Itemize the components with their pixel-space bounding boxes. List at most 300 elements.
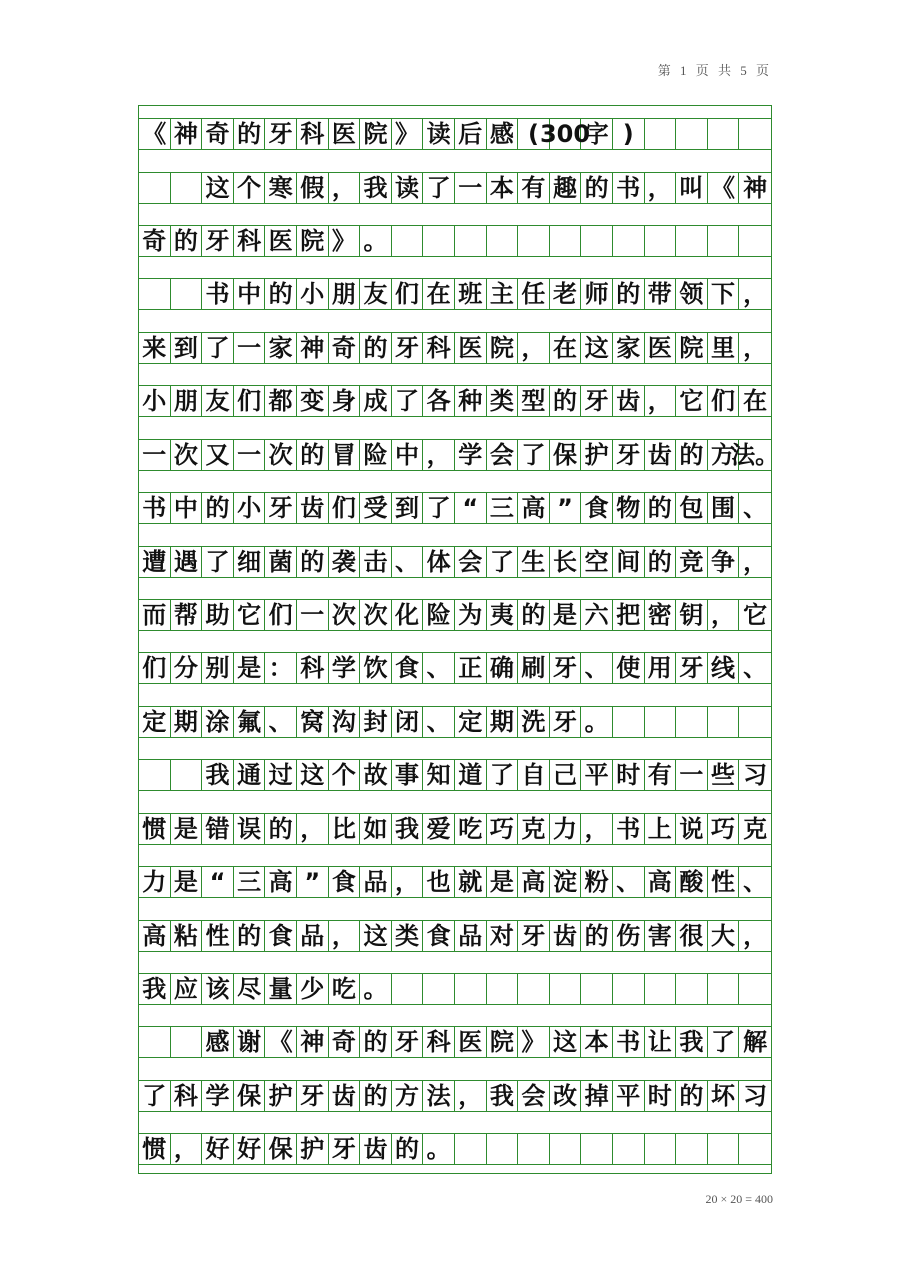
- grid-cell: 这: [297, 760, 329, 790]
- grid-cell: 吃: [455, 814, 487, 844]
- grid-cell: 量: [265, 974, 297, 1004]
- grid-cell: 的: [360, 1027, 392, 1057]
- grid-cell: 寒: [265, 173, 297, 203]
- grid-cell: 争: [708, 547, 740, 577]
- grid-row: [139, 759, 771, 791]
- grid-cell: ，: [743, 280, 768, 308]
- grid-cell: 牙: [202, 226, 234, 256]
- grid-cell: [581, 1134, 613, 1164]
- grid-cell: 了: [487, 760, 519, 790]
- grid-cell: 助: [202, 600, 234, 630]
- grid-cell: 医: [329, 119, 361, 149]
- grid-cell: 解: [743, 1028, 768, 1056]
- grid-row: [139, 546, 771, 578]
- grid-cell: 牙: [297, 1081, 329, 1111]
- grid-cell: 了: [423, 173, 455, 203]
- grid-cell: 都: [265, 386, 297, 416]
- grid-cell: 牙: [265, 493, 297, 523]
- grid-cell: 的: [613, 279, 645, 309]
- grid-cell: 书: [613, 1027, 645, 1057]
- grid-cell: 品: [297, 921, 329, 951]
- grid-cell: 齿: [613, 386, 645, 416]
- grid-cell: 巧: [487, 814, 519, 844]
- grid-cell: 神: [297, 333, 329, 363]
- grid-cell: 们: [392, 279, 424, 309]
- grid-cell: 奇: [202, 119, 234, 149]
- grid-cell: [392, 226, 424, 256]
- grid-cell: 刷: [518, 653, 550, 683]
- grid-cell: 科: [423, 333, 455, 363]
- grid-cell: 中: [171, 493, 203, 523]
- grid-cell: 钥: [676, 600, 708, 630]
- grid-cell: [171, 760, 203, 790]
- grid-cell: 很: [676, 921, 708, 951]
- grid-cell: [676, 707, 708, 737]
- grid-cell: 自: [518, 760, 550, 790]
- grid-cell: 的: [518, 600, 550, 630]
- grid-cell: 身: [329, 386, 361, 416]
- grid-cell: 一: [234, 440, 266, 470]
- grid-cell: 酸: [676, 867, 708, 897]
- grid-cell: 变: [297, 386, 329, 416]
- grid-cell: 字: [581, 119, 613, 149]
- grid-cell: 大: [708, 921, 740, 951]
- grid-cell: 的: [676, 1081, 708, 1111]
- grid-cell: 的: [202, 493, 234, 523]
- grid-cell: [455, 1134, 487, 1164]
- grid-cell: 中: [234, 279, 266, 309]
- grid-row: [139, 973, 771, 1005]
- grid-cell: 成: [360, 386, 392, 416]
- grid-cell: 。: [360, 974, 392, 1004]
- grid-cell: 尽: [234, 974, 266, 1004]
- grid-cell: 巧: [708, 814, 740, 844]
- grid-cell: ，: [518, 333, 550, 363]
- grid-cell: 应: [171, 974, 203, 1004]
- grid-row: [139, 278, 771, 310]
- grid-cell: 六: [581, 600, 613, 630]
- grid-cell: 品: [360, 867, 392, 897]
- grid-cell: 牙: [550, 707, 582, 737]
- grid-cell: [708, 974, 740, 1004]
- grid-cell: [708, 226, 740, 256]
- grid-cell: 这: [360, 921, 392, 951]
- grid-cell: ，: [329, 173, 361, 203]
- grid-cell: 牙: [676, 653, 708, 683]
- grid-cell: 淀: [550, 867, 582, 897]
- grid-row: [139, 599, 771, 631]
- grid-cell: 。: [360, 226, 392, 256]
- grid-cell: 院: [487, 1027, 519, 1057]
- grid-cell: 这: [202, 173, 234, 203]
- grid-cell: 确: [487, 653, 519, 683]
- grid-cell: [708, 707, 740, 737]
- grid-cell: 的: [360, 1081, 392, 1111]
- grid-cell: 班: [455, 279, 487, 309]
- grid-row: [139, 172, 771, 204]
- grid-cell: 牙: [392, 333, 424, 363]
- grid-cell: 类: [392, 921, 424, 951]
- grid-cell: [676, 1134, 708, 1164]
- grid-cell: 带: [645, 279, 677, 309]
- grid-cell: 食: [581, 493, 613, 523]
- grid-cell: 方: [708, 440, 740, 470]
- grid-cell: 保: [265, 1134, 297, 1164]
- grid-cell: [518, 226, 550, 256]
- grid-cell: 的: [297, 440, 329, 470]
- grid-cell: 是: [487, 867, 519, 897]
- grid-cell: 神: [297, 1027, 329, 1057]
- grid-cell: 用: [645, 653, 677, 683]
- grid-cell: 爱: [423, 814, 455, 844]
- grid-cell: [676, 974, 708, 1004]
- grid-cell: 科: [423, 1027, 455, 1057]
- grid-cell: 的: [581, 173, 613, 203]
- grid-cell: 了: [202, 333, 234, 363]
- grid-cell: [139, 1027, 171, 1057]
- grid-cell: 有: [518, 173, 550, 203]
- grid-cell: 的: [392, 1134, 424, 1164]
- grid-cell: [171, 173, 203, 203]
- grid-cell: 错: [202, 814, 234, 844]
- grid-cell: 长: [550, 547, 582, 577]
- grid-cell: [739, 1134, 771, 1164]
- grid-cell: 感: [202, 1027, 234, 1057]
- grid-cell: 的: [645, 493, 677, 523]
- grid-row: [139, 332, 771, 364]
- grid-cell: 到: [171, 333, 203, 363]
- grid-cell: 下: [708, 279, 740, 309]
- grid-cell: 感: [487, 119, 519, 149]
- grid-cell: 种: [455, 386, 487, 416]
- grid-cell: 了: [708, 1027, 740, 1057]
- grid-cell: 我: [202, 760, 234, 790]
- grid-cell: 牙: [550, 653, 582, 683]
- grid-cell: 定: [139, 707, 171, 737]
- grid-cell: [708, 119, 740, 149]
- grid-cell: 粘: [171, 921, 203, 951]
- grid-cell: 别: [202, 653, 234, 683]
- grid-cell: [423, 226, 455, 256]
- grid-cell: 食: [423, 921, 455, 951]
- grid-cell: 它: [234, 600, 266, 630]
- grid-cell: 坏: [708, 1081, 740, 1111]
- grid-cell: 假: [297, 173, 329, 203]
- grid-cell: 《: [265, 1027, 297, 1057]
- grid-cell: [581, 226, 613, 256]
- grid-cell: ): [613, 119, 645, 149]
- grid-cell: 300: [539, 120, 591, 148]
- grid-cell: 沟: [329, 707, 361, 737]
- grid-cell: 》: [518, 1027, 550, 1057]
- grid-cell: 主: [487, 279, 519, 309]
- grid-cell: 各: [423, 386, 455, 416]
- grid-cell: 围: [708, 493, 740, 523]
- grid-cell: 冒: [329, 440, 361, 470]
- grid-cell: [487, 974, 519, 1004]
- grid-cell: 、: [613, 867, 645, 897]
- grid-cell: 小: [234, 493, 266, 523]
- grid-cell: 食: [329, 867, 361, 897]
- grid-cell: 的: [265, 814, 297, 844]
- grid-row: [139, 866, 771, 898]
- grid-cell: 类: [487, 386, 519, 416]
- grid-cell: 性: [202, 921, 234, 951]
- grid-cell: 院: [360, 119, 392, 149]
- grid-cell: 会: [518, 1081, 550, 1111]
- grid-cell: 害: [645, 921, 677, 951]
- grid-cell: 误: [234, 814, 266, 844]
- grid-cell: ，: [329, 921, 361, 951]
- grid-cell: 领: [676, 279, 708, 309]
- grid-cell: 们: [139, 653, 171, 683]
- grid-cell: 、: [743, 868, 768, 896]
- grid-cell: 惯: [139, 814, 171, 844]
- grid-cell: 型: [518, 386, 550, 416]
- grid-cell: 医: [645, 333, 677, 363]
- grid-row: [139, 1133, 771, 1165]
- grid-cell: 次: [171, 440, 203, 470]
- grid-cell: 师: [581, 279, 613, 309]
- grid-cell: 《: [139, 119, 171, 149]
- grid-cell: [550, 1134, 582, 1164]
- grid-total-label: 20 × 20 = 400: [705, 1192, 773, 1206]
- grid-cell: 高: [518, 867, 550, 897]
- grid-cell: [613, 226, 645, 256]
- grid-cell: 己: [550, 760, 582, 790]
- grid-cell: 次: [265, 440, 297, 470]
- grid-cell: [739, 974, 771, 1004]
- grid-cell: 平: [613, 1081, 645, 1111]
- grid-cell: 来: [139, 333, 171, 363]
- grid-cell: [645, 1134, 677, 1164]
- grid-cell: 神: [743, 174, 768, 202]
- grid-cell: 一: [297, 600, 329, 630]
- grid-cell: 帮: [171, 600, 203, 630]
- grid-cell: [645, 707, 677, 737]
- grid-row: [139, 920, 771, 952]
- grid-cell: 窝: [297, 707, 329, 737]
- grid-cell: 院: [487, 333, 519, 363]
- grid-cell: 护: [581, 440, 613, 470]
- grid-row: [139, 118, 771, 150]
- grid-cell: (: [518, 119, 550, 149]
- grid-cell: 时: [613, 760, 645, 790]
- grid-cell: 的: [550, 386, 582, 416]
- grid-cell: 齿: [329, 1081, 361, 1111]
- grid-cell: [613, 1134, 645, 1164]
- grid-cell: 朋: [171, 386, 203, 416]
- grid-cell: 的: [234, 921, 266, 951]
- grid-cell: 家: [265, 333, 297, 363]
- grid-cell: 科: [297, 653, 329, 683]
- grid-cell: [487, 226, 519, 256]
- grid-cell: 力: [550, 814, 582, 844]
- grid-cell: 高: [139, 921, 171, 951]
- grid-cell: 老: [550, 279, 582, 309]
- grid-cell: 物: [613, 493, 645, 523]
- grid-cell: 、: [392, 547, 424, 577]
- grid-cell: [139, 760, 171, 790]
- grid-cell: 袭: [329, 547, 361, 577]
- grid-cell: 克: [743, 815, 768, 843]
- grid-cell: 该: [202, 974, 234, 1004]
- grid-cell: 就: [455, 867, 487, 897]
- grid-cell: 牙: [392, 1027, 424, 1057]
- grid-cell: ，: [171, 1134, 203, 1164]
- grid-cell: 们: [234, 386, 266, 416]
- grid-cell: 平: [581, 760, 613, 790]
- grid-cell: 它: [743, 601, 768, 629]
- grid-cell: 书: [613, 814, 645, 844]
- grid-cell: 细: [234, 547, 266, 577]
- grid-cell: 的: [234, 119, 266, 149]
- grid-cell: 护: [297, 1134, 329, 1164]
- grid-cell: 过: [265, 760, 297, 790]
- grid-cell: 叫: [676, 173, 708, 203]
- grid-cell: 友: [360, 279, 392, 309]
- grid-cell: 奇: [139, 226, 171, 256]
- grid-cell: 牙: [518, 921, 550, 951]
- grid-cell: 空: [581, 547, 613, 577]
- grid-cell: 护: [265, 1081, 297, 1111]
- grid-cell: 科: [171, 1081, 203, 1111]
- grid-cell: 、: [581, 653, 613, 683]
- grid-cell: 们: [265, 600, 297, 630]
- grid-cell: ，: [392, 867, 424, 897]
- grid-cell: 的: [645, 547, 677, 577]
- grid-cell: 医: [455, 333, 487, 363]
- grid-cell: 密: [645, 600, 677, 630]
- grid-cell: 知: [423, 760, 455, 790]
- grid-cell: 又: [202, 440, 234, 470]
- grid-cell: 法: [423, 1081, 455, 1111]
- grid-cell: 在: [423, 279, 455, 309]
- grid-cell: 定: [455, 707, 487, 737]
- grid-cell: 的: [360, 333, 392, 363]
- grid-cell: 竞: [676, 547, 708, 577]
- grid-cell: [487, 1134, 519, 1164]
- grid-cell: 后: [455, 119, 487, 149]
- grid-cell: 使: [613, 653, 645, 683]
- grid-cell: 生: [518, 547, 550, 577]
- grid-cell: 包: [676, 493, 708, 523]
- grid-cell: 些: [708, 760, 740, 790]
- grid-cell: 通: [234, 760, 266, 790]
- grid-cell: 是: [171, 867, 203, 897]
- grid-cell: 学: [455, 440, 487, 470]
- grid-cell: 是: [550, 600, 582, 630]
- grid-cell: 朋: [329, 279, 361, 309]
- grid-cell: ，: [645, 173, 677, 203]
- grid-cell: 险: [360, 440, 392, 470]
- grid-cell: [139, 279, 171, 309]
- grid-cell: 它: [676, 386, 708, 416]
- grid-row: [139, 652, 771, 684]
- grid-cell: 医: [265, 226, 297, 256]
- grid-cell: 中: [392, 440, 424, 470]
- grid-cell: 里: [708, 333, 740, 363]
- grid-cell: ”: [297, 867, 329, 897]
- grid-cell: ，: [743, 548, 768, 576]
- grid-cell: 是: [171, 814, 203, 844]
- grid-cell: 的: [297, 547, 329, 577]
- grid-cell: [613, 707, 645, 737]
- grid-cell: 我: [139, 974, 171, 1004]
- grid-cell: 好: [202, 1134, 234, 1164]
- grid-cell: 掉: [581, 1081, 613, 1111]
- grid-cell: ，: [708, 600, 740, 630]
- grid-cell: 氟: [234, 707, 266, 737]
- grid-cell: 学: [202, 1081, 234, 1111]
- manuscript-grid: [138, 105, 780, 1174]
- grid-cell: 的: [676, 440, 708, 470]
- grid-cell: ，: [743, 922, 768, 950]
- grid-row: [139, 1080, 771, 1112]
- grid-cell: 的: [265, 279, 297, 309]
- grid-cell: 科: [297, 119, 329, 149]
- grid-cell: [392, 974, 424, 1004]
- grid-cell: 、: [423, 653, 455, 683]
- grid-cell: 一: [455, 173, 487, 203]
- grid-cell: 涂: [202, 707, 234, 737]
- grid-cell: 在: [550, 333, 582, 363]
- grid-cell: 一: [139, 440, 171, 470]
- grid-cell: 院: [297, 226, 329, 256]
- grid-cell: 了: [139, 1081, 171, 1111]
- grid-cell: [613, 974, 645, 1004]
- grid-cell: 食: [392, 653, 424, 683]
- grid-cell: 我: [360, 173, 392, 203]
- grid-cell: 方: [392, 1081, 424, 1111]
- grid-cell: 我: [392, 814, 424, 844]
- grid-cell: 封: [360, 707, 392, 737]
- grid-cell: 好: [234, 1134, 266, 1164]
- grid-row: [139, 813, 771, 845]
- grid-cell: ，: [743, 334, 768, 362]
- grid-cell: 化: [392, 600, 424, 630]
- grid-cell: 习: [743, 761, 768, 789]
- grid-cell: 们: [329, 493, 361, 523]
- grid-cell: [139, 173, 171, 203]
- grid-cell: 、: [743, 654, 768, 682]
- grid-cell: 奇: [329, 333, 361, 363]
- grid-cell: ，: [297, 814, 329, 844]
- grid-cell: [645, 119, 677, 149]
- grid-cell: 改: [550, 1081, 582, 1111]
- grid-cell: [518, 974, 550, 1004]
- grid-cell: 力: [139, 867, 171, 897]
- grid-cell: 把: [613, 600, 645, 630]
- grid-cell: 小: [297, 279, 329, 309]
- grid-cell: [645, 974, 677, 1004]
- grid-cell: ，: [645, 386, 677, 416]
- grid-cell: 高: [518, 493, 550, 523]
- grid-cell: 对: [487, 921, 519, 951]
- grid-cell: 牙: [329, 1134, 361, 1164]
- grid-cell: “: [455, 493, 487, 523]
- grid-cell: 期: [487, 707, 519, 737]
- grid-cell: 了: [423, 493, 455, 523]
- grid-cell: 牙: [581, 386, 613, 416]
- grid-cell: 闭: [392, 707, 424, 737]
- grid-cell: 少: [297, 974, 329, 1004]
- grid-cell: 高: [645, 867, 677, 897]
- grid-row: [139, 439, 780, 471]
- grid-cell: 任: [518, 279, 550, 309]
- grid-cell: 本: [581, 1027, 613, 1057]
- grid-cell: 到: [392, 493, 424, 523]
